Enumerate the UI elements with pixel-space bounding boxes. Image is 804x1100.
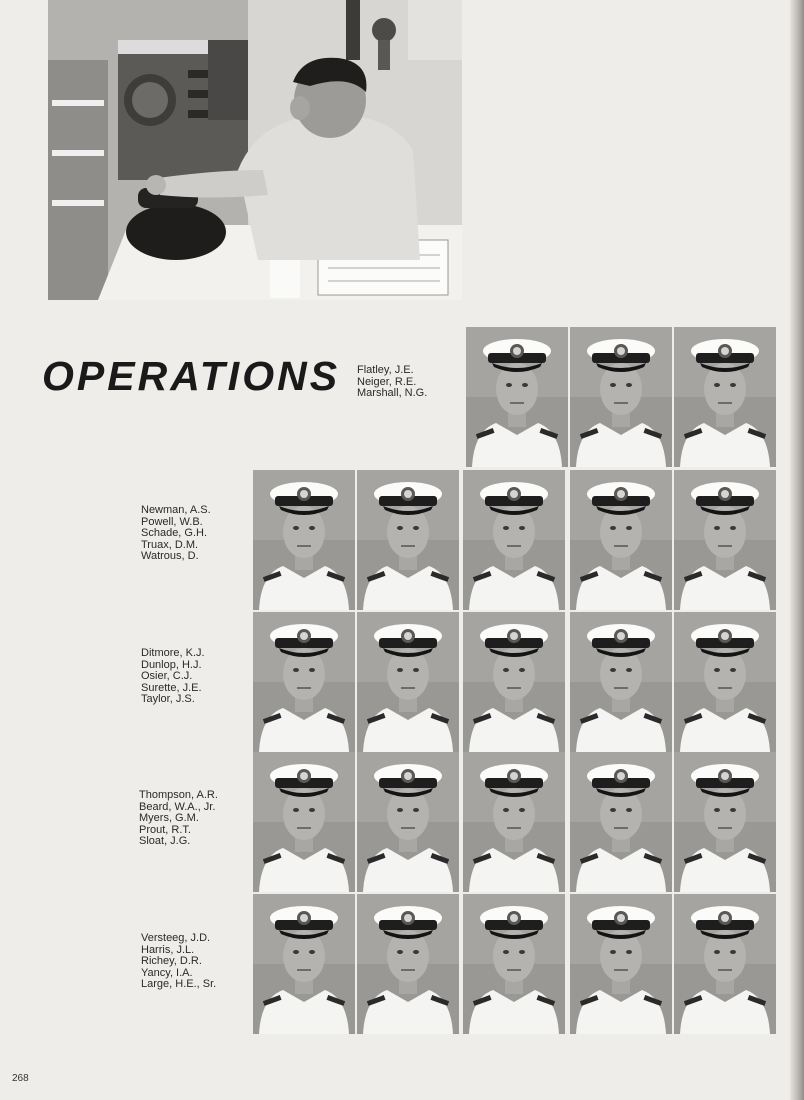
- officer-portrait: [463, 894, 565, 1034]
- officer-portrait: [674, 470, 776, 610]
- officer-portrait: [357, 752, 459, 892]
- name-entry: Newman, A.S.: [141, 504, 211, 516]
- officer-portrait: [357, 470, 459, 610]
- name-entry: Taylor, J.S.: [141, 693, 195, 706]
- page-number: 268: [12, 1073, 29, 1084]
- name-entry: Richey, D.R.: [141, 955, 202, 968]
- name-entry: Surette, J.E.: [141, 681, 202, 694]
- officer-portrait: [253, 752, 355, 892]
- name-entry: Beard, W.A., Jr.: [139, 800, 216, 813]
- officer-portrait: [570, 470, 672, 610]
- name-entry: Thompson, A.R.: [139, 789, 218, 801]
- name-entry: Sloat, J.G.: [139, 835, 191, 848]
- name-entry: Osier, C.J.: [141, 670, 193, 683]
- officer-portrait: [570, 894, 672, 1034]
- name-entry: Yancy, I.A.: [141, 966, 193, 979]
- officer-portrait: [253, 612, 355, 752]
- name-list-group-5: [141, 933, 216, 991]
- officer-portrait: [463, 752, 565, 892]
- officer-portrait: [253, 894, 355, 1034]
- officer-portrait: [674, 327, 776, 467]
- name-entry: Powell, W.B.: [141, 515, 203, 528]
- name-list-group-2: [141, 505, 211, 563]
- officer-portrait: [674, 752, 776, 892]
- page-edge: [790, 0, 804, 1100]
- officer-portrait: [570, 612, 672, 752]
- radio-room-photo: [48, 0, 462, 300]
- officer-portrait: [357, 894, 459, 1034]
- name-entry: Ditmore, K.J.: [141, 647, 205, 659]
- officer-portrait: [463, 612, 565, 752]
- officer-portrait: [357, 612, 459, 752]
- officer-portrait: [674, 612, 776, 752]
- name-entry: Versteeg, J.D.: [141, 932, 211, 944]
- name-entry: Harris, J.L.: [141, 943, 195, 956]
- name-entry: Flatley, J.E.: [357, 364, 414, 376]
- name-entry: Marshall, N.G.: [357, 387, 428, 400]
- section-title: OPERATIONS: [42, 353, 341, 399]
- officer-portrait: [570, 752, 672, 892]
- name-entry: Watrous, D.: [141, 550, 199, 563]
- name-entry: Large, H.E., Sr.: [141, 978, 217, 991]
- officer-portrait: [570, 327, 672, 467]
- name-entry: Truax, D.M.: [141, 538, 199, 551]
- name-entry: Prout, R.T.: [139, 823, 191, 836]
- name-list-group-1: [357, 365, 427, 400]
- officer-portrait: [466, 327, 568, 467]
- name-entry: Dunlop, H.J.: [141, 658, 202, 671]
- name-entry: Schade, G.H.: [141, 527, 208, 540]
- name-list-group-3: [141, 648, 205, 706]
- name-list-group-4: [139, 790, 218, 848]
- officer-portrait: [463, 470, 565, 610]
- name-entry: Myers, G.M.: [139, 812, 199, 825]
- officer-portrait: [674, 894, 776, 1034]
- officer-portrait: [253, 470, 355, 610]
- name-entry: Neiger, R.E.: [357, 375, 417, 388]
